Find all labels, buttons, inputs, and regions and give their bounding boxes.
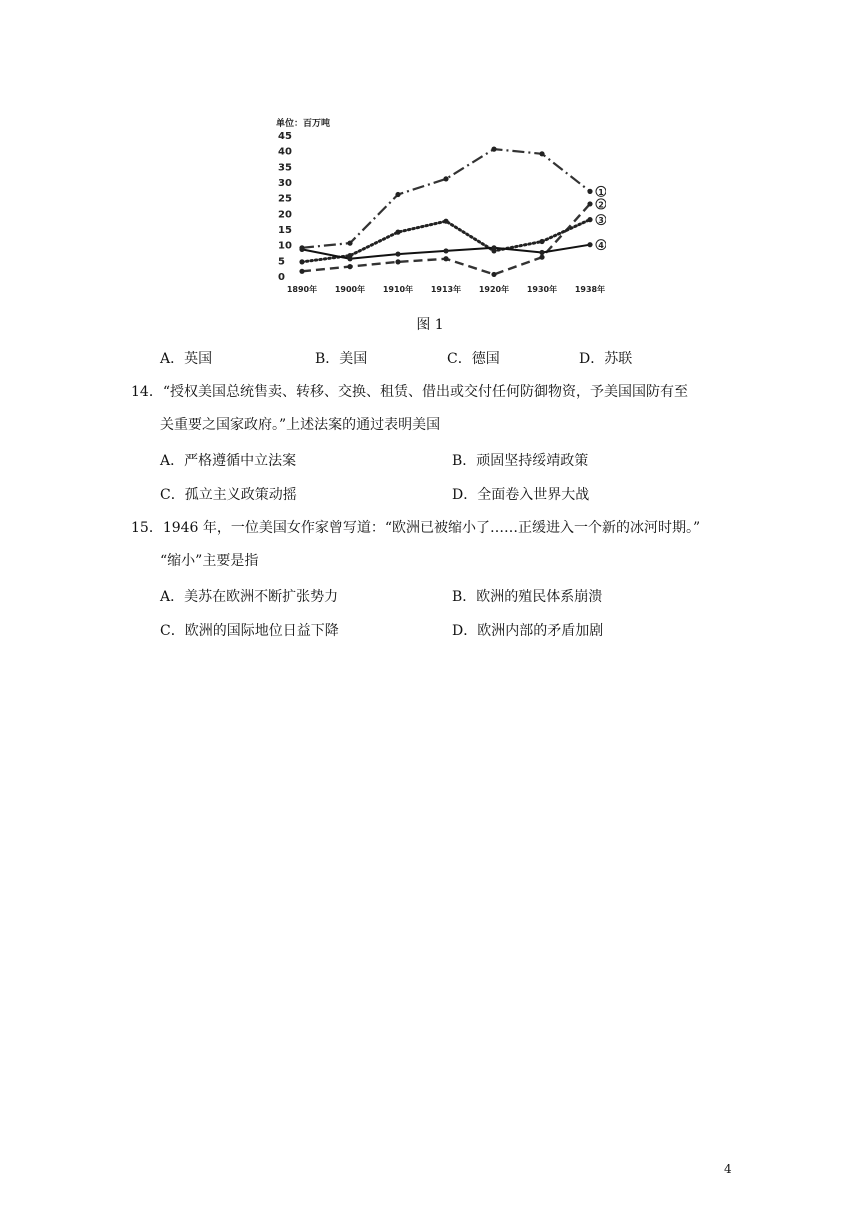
data-point bbox=[395, 192, 400, 197]
y-tick-label: 30 bbox=[278, 178, 292, 189]
y-tick-label: 45 bbox=[278, 131, 292, 142]
data-point bbox=[347, 264, 352, 269]
q15-stem-line2: “缩小”主要是指 bbox=[160, 553, 259, 569]
series-label: 2 bbox=[598, 200, 604, 210]
x-tick-label: 1920年 bbox=[478, 285, 510, 294]
data-point bbox=[347, 256, 352, 261]
y-tick-label: 15 bbox=[278, 225, 292, 236]
q13-option-d[interactable]: D．苏联 bbox=[579, 351, 633, 367]
q15-stem-line1: 15．1946 年，一位美国女作家曾写道：“欧洲已被缩小了……正缓进入一个新的冰河时期。” bbox=[131, 520, 701, 536]
q14-stem-line2: 关重要之国家政府。”上述法案的通过表明美国 bbox=[160, 417, 441, 433]
data-point bbox=[395, 259, 400, 264]
y-axis-ticks bbox=[278, 131, 292, 283]
y-tick-label: 40 bbox=[278, 146, 292, 158]
q14-option-a[interactable]: A．严格遵循中立法案 bbox=[160, 453, 297, 469]
x-tick-label: 1910年 bbox=[382, 285, 414, 294]
x-tick-label: 1890年 bbox=[286, 285, 318, 294]
data-point bbox=[587, 201, 592, 206]
data-point bbox=[539, 250, 544, 255]
q14-option-d[interactable]: D．全面卷入世界大战 bbox=[452, 487, 590, 503]
q13-option-b[interactable]: B．美国 bbox=[315, 351, 368, 367]
data-point bbox=[299, 269, 304, 274]
series-lines bbox=[302, 149, 590, 274]
q14-option-c[interactable]: C．孤立主义政策动摇 bbox=[160, 487, 297, 503]
y-tick-label: 20 bbox=[278, 209, 292, 221]
x-tick-label: 1938年 bbox=[574, 285, 606, 294]
data-point bbox=[395, 230, 400, 235]
q15-option-c[interactable]: C．欧洲的国际地位日益下降 bbox=[160, 623, 339, 639]
data-point bbox=[443, 248, 448, 253]
q15-option-d[interactable]: D．欧洲内部的矛盾加剧 bbox=[452, 623, 604, 639]
series-line bbox=[302, 220, 590, 262]
data-point bbox=[539, 239, 544, 244]
x-tick-label: 1913年 bbox=[430, 285, 462, 294]
data-point bbox=[347, 241, 352, 246]
data-point bbox=[491, 272, 496, 277]
y-tick-label: 0 bbox=[278, 272, 285, 283]
data-point bbox=[299, 247, 304, 252]
question-14 bbox=[131, 376, 741, 442]
series-label: 4 bbox=[598, 241, 604, 251]
data-point bbox=[539, 255, 544, 260]
data-point bbox=[491, 147, 496, 152]
question-15 bbox=[131, 512, 741, 578]
q13-option-a[interactable]: A．英国 bbox=[160, 351, 213, 367]
unit-label: 单位：百万吨 bbox=[276, 119, 331, 129]
steel-output-line-chart bbox=[276, 112, 606, 300]
data-point bbox=[587, 189, 592, 194]
x-tick-label: 1930年 bbox=[526, 285, 558, 294]
data-point bbox=[299, 259, 304, 264]
q13-option-c[interactable]: C．德国 bbox=[447, 351, 500, 367]
q15-option-a[interactable]: A．美苏在欧洲不断扩张势力 bbox=[160, 589, 339, 605]
data-point bbox=[443, 176, 448, 181]
y-tick-label: 5 bbox=[278, 256, 285, 268]
q14-stem-line1: 14．“授权美国总统售卖、转移、交换、租赁、借出或交付任何防御物资，予美国国防有至 bbox=[131, 384, 688, 400]
figure-caption: 图 1 bbox=[416, 317, 444, 333]
data-point bbox=[443, 219, 448, 224]
y-tick-label: 35 bbox=[278, 162, 292, 174]
page-number: 4 bbox=[724, 1162, 732, 1176]
data-point bbox=[395, 251, 400, 256]
x-tick-label: 1900年 bbox=[334, 285, 366, 294]
chart-canvas bbox=[276, 112, 606, 300]
data-point bbox=[539, 151, 544, 156]
series-labels bbox=[596, 186, 606, 250]
data-point bbox=[491, 245, 496, 250]
data-point bbox=[587, 217, 592, 222]
series-label: 3 bbox=[598, 216, 604, 226]
series-line bbox=[302, 149, 590, 248]
series-label: 1 bbox=[598, 187, 604, 197]
y-tick-label: 10 bbox=[278, 240, 292, 252]
q14-option-b[interactable]: B．顽固坚持绥靖政策 bbox=[452, 453, 589, 469]
x-axis-ticks bbox=[287, 284, 605, 294]
data-point bbox=[443, 256, 448, 261]
data-point bbox=[587, 242, 592, 247]
y-tick-label: 25 bbox=[278, 193, 292, 205]
q15-option-b[interactable]: B．欧洲的殖民体系崩溃 bbox=[452, 589, 603, 605]
